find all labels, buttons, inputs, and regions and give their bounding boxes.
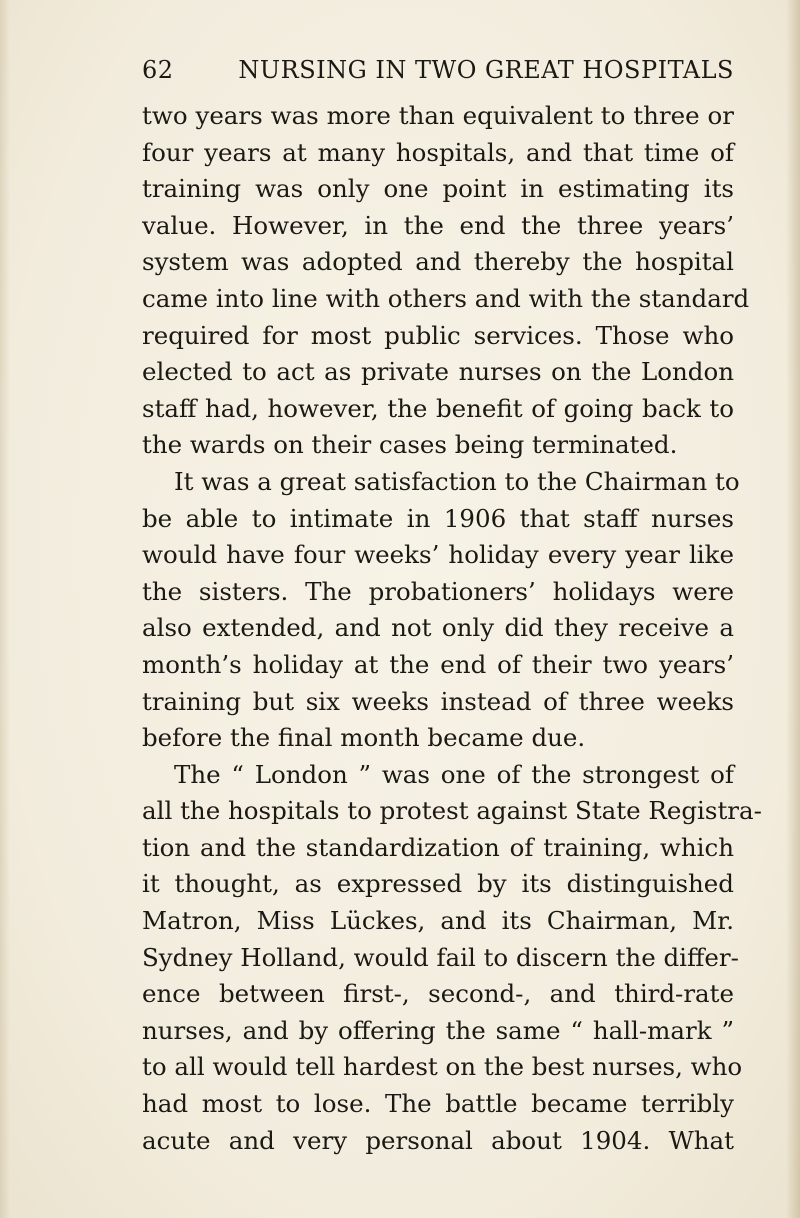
text-line: had most to lose. The battle became terribly: [142, 1089, 734, 1119]
text-line: it thought, as expressed by its distinguished: [142, 869, 734, 899]
text-line: It was a great satisfaction to the Chairman to: [174, 466, 740, 496]
text-line: would have four weeks’ holiday every year like: [142, 540, 734, 570]
text-line: be able to intimate in 1906 that staff nurses: [142, 503, 734, 533]
text-line: nurses, and by offering the same “ hall-mark ”: [142, 1015, 734, 1045]
body-text: [142, 98, 762, 1159]
text-line: value. However, in the end the three years’: [142, 210, 734, 240]
text-line: the sisters. The probationers’ holidays were: [142, 576, 734, 606]
text-line: system was adopted and thereby the hospital: [142, 247, 734, 277]
text-line: before the final month became due.: [142, 723, 586, 753]
text-line: to all would tell hardest on the best nurses, who: [142, 1052, 743, 1082]
text-line: ence between first-, second-, and third-rate: [142, 979, 734, 1009]
page-left-shadow: [0, 0, 10, 1218]
running-title: NURSING IN TWO GREAT HOSPITALS: [238, 56, 734, 84]
text-line: month’s holiday at the end of their two years’: [142, 649, 734, 679]
text-line: two years was more than equivalent to three or: [142, 101, 734, 130]
text-line: Sydney Holland, would fail to discern the differ-: [142, 942, 739, 972]
text-line: Matron, Miss Lückes, and its Chairman, Mr.: [142, 906, 734, 936]
text-line: the wards on their cases being terminated.: [142, 430, 678, 460]
text-line: acute and very personal about 1904. What: [142, 1125, 734, 1155]
text-line: required for most public services. Those who: [142, 320, 734, 350]
text-line: training but six weeks instead of three weeks: [142, 686, 734, 716]
text-line: four years at many hospitals, and that time of: [142, 137, 734, 167]
page-number: 62: [142, 56, 174, 84]
text-line: staff had, however, the benefit of going back to: [142, 393, 734, 423]
text-line: tion and the standardization of training, which: [142, 832, 734, 862]
text-line: elected to act as private nurses on the London: [142, 357, 734, 387]
text-line: The “ London ” was one of the strongest of: [174, 759, 734, 789]
text-line: also extended, and not only did they receive a: [142, 613, 734, 643]
text-line: came into line with others and with the standard: [142, 283, 750, 313]
running-header: [142, 52, 734, 88]
page-right-shadow: [786, 0, 800, 1218]
text-line: training was only one point in estimating its: [142, 174, 734, 204]
text-line: all the hospitals to protest against State Registra-: [142, 796, 762, 826]
